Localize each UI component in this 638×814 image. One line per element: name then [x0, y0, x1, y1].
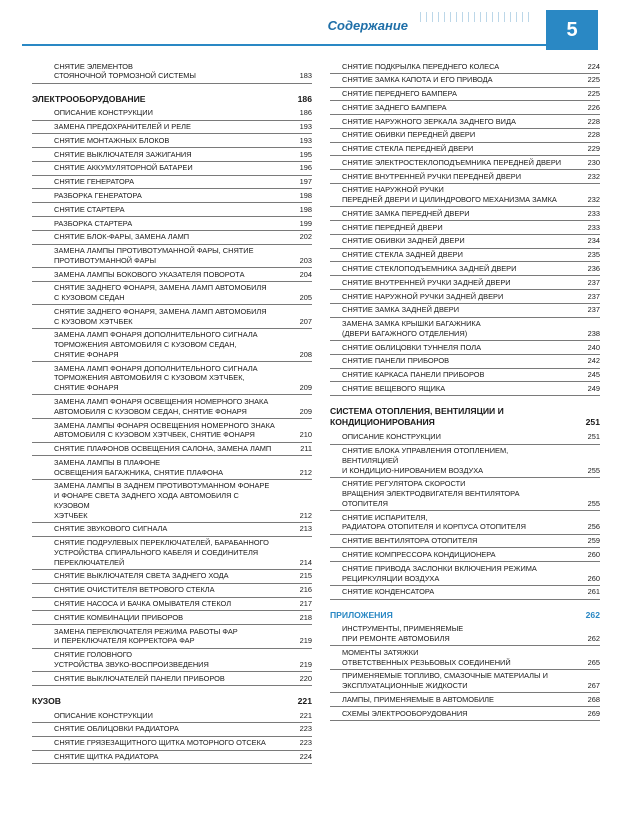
section-page: 221: [297, 695, 312, 706]
section-title: КУЗОВ: [32, 695, 61, 706]
toc-entry[interactable]: [330, 115, 600, 129]
toc-entry-title: СНЯТИЕ СТЕКЛА ПЕРЕДНЕЙ ДВЕРИ: [342, 144, 474, 154]
toc-entry-title: СНЯТИЕ КАРКАСА ПАНЕЛИ ПРИБОРОВ: [342, 370, 485, 380]
toc-right-column: [330, 60, 600, 721]
toc-entry-title: СНЯТИЕ ОБЛИЦОВКИ ТУННЕЛЯ ПОЛА: [342, 342, 482, 352]
toc-entry-title: СНЯТИЕ КОМБИНАЦИИ ПРИБОРОВ: [54, 612, 184, 622]
toc-entry-title: ЗАМЕНА ЛАМПЫ В ПЛАФОНЕ ОСВЕЩЕНИЯ БАГАЖНИКА, СНЯТИЕ ПЛАФОНА: [54, 457, 224, 477]
toc-entry-page: 216: [299, 585, 312, 595]
toc-entry[interactable]: [330, 207, 600, 221]
toc-entry-page: 209: [299, 383, 312, 393]
toc-entry[interactable]: [330, 548, 600, 562]
toc-entry-page: 267: [587, 681, 600, 691]
toc-entry-title: ЗАМЕНА ЛАМПЫ В ЗАДНЕМ ПРОТИВОТУМАННОМ ФОНАРЕ И ФОНАРЕ СВЕТА ЗАДНЕГО ХОДА АВТОМОБИЛЯ С КУЗОВОМ ХЭТЧБЕК: [54, 481, 270, 520]
toc-entry-title: СНЯТИЕ РЕГУЛЯТОРА СКОРОСТИ ВРАЩЕНИЯ ЭЛЕКТРОДВИГАТЕЛЯ ВЕНТИЛЯТОРА ОТОПИТЕЛЯ: [342, 479, 520, 508]
toc-entry-page: 220: [299, 673, 312, 683]
toc-entry-page: 233: [587, 222, 600, 232]
toc-entry-page: 186: [299, 108, 312, 118]
toc-entry[interactable]: [32, 245, 312, 269]
toc-entry-title: СНЯТИЕ СТЕКЛА ЗАДНЕЙ ДВЕРИ: [342, 250, 463, 260]
toc-entry-title: СНЯТИЕ ЗАДНЕГО ФОНАРЯ, ЗАМЕНА ЛАМП АВТОМОБИЛЯ С КУЗОВОМ ХЭТЧБЕК: [54, 306, 267, 326]
toc-entry-page: 260: [587, 549, 600, 559]
toc-entry[interactable]: [32, 231, 312, 245]
toc-entry[interactable]: [32, 121, 312, 135]
toc-entry-title: СНЯТИЕ НАРУЖНОГО ЗЕРКАЛА ЗАДНЕГО ВИДА: [342, 116, 516, 126]
toc-entry-title: ОПИСАНИЕ КОНСТРУКЦИИ: [54, 710, 153, 720]
toc-entry[interactable]: [32, 60, 312, 84]
toc-entry[interactable]: [32, 443, 312, 457]
toc-entry-title: СНЯТИЕ СТАРТЕРА: [54, 204, 125, 214]
toc-entry-page: 209: [299, 406, 312, 416]
toc-left-column: [32, 60, 312, 764]
toc-entry-title: СНЯТИЕ ВЕЩЕВОГО ЯЩИКА: [342, 383, 446, 393]
toc-entry[interactable]: [32, 709, 312, 723]
toc-entry-page: 228: [587, 130, 600, 140]
toc-entry-title: СНЯТИЕ ЭЛЕКТРОСТЕКЛОПОДЪЕМНИКА ПЕРЕДНЕЙ ДВЕРИ: [342, 157, 562, 167]
toc-entry-page: 237: [587, 305, 600, 315]
toc-entry[interactable]: [32, 584, 312, 598]
toc-entry[interactable]: [32, 419, 312, 443]
toc-entry-title: СНЯТИЕ ПОДРУЛЕВЫХ ПЕРЕКЛЮЧАТЕЛЕЙ, БАРАБАННОГО УСТРОЙСТВА СПИРАЛЬНОГО КАБЕЛЯ И СОЕДИНИТЕЛЯ ПЕРЕКЛЮЧАТЕЛЕЙ: [54, 538, 269, 567]
toc-entry-title: СНЯТИЕ ЗВУКОВОГО СИГНАЛА: [54, 524, 168, 534]
toc-entry[interactable]: [32, 672, 312, 686]
toc-entry-title: ИНСТРУМЕНТЫ, ПРИМЕНЯЕМЫЕ ПРИ РЕМОНТЕ АВТОМОБИЛЯ: [342, 624, 464, 644]
toc-entry[interactable]: [32, 282, 312, 306]
toc-entry-page: 198: [299, 190, 312, 200]
toc-entry-title: РАЗБОРКА ГЕНЕРАТОРА: [54, 190, 142, 200]
toc-entry-title: СНЯТИЕ ОБИВКИ ПЕРЕДНЕЙ ДВЕРИ: [342, 130, 476, 140]
toc-entry-title: ЗАМЕНА ЛАМП ФОНАРЯ ОСВЕЩЕНИЯ НОМЕРНОГО ЗНАКА АВТОМОБИЛЯ С КУЗОВОМ СЕДАН, СНЯТИЕ ФОНАРЯ: [54, 396, 269, 416]
toc-entry[interactable]: [330, 184, 600, 208]
toc-entry-title: СНЯТИЕ ВЫКЛЮЧАТЕЛЯ ЗАЖИГАНИЯ: [54, 149, 192, 159]
toc-entry-title: СНЯТИЕ ЭЛЕМЕНТОВ СТОЯНОЧНОЙ ТОРМОЗНОЙ СИСТЕМЫ: [54, 61, 196, 81]
toc-entry-page: 230: [587, 157, 600, 167]
toc-section-heading[interactable]: [330, 610, 600, 621]
toc-entry-page: 232: [587, 171, 600, 181]
toc-entry[interactable]: [330, 318, 600, 342]
toc-entry[interactable]: [32, 523, 312, 537]
toc-entry[interactable]: [330, 707, 600, 721]
toc-entry-page: 242: [587, 356, 600, 366]
toc-entry-page: 260: [587, 573, 600, 583]
toc-entry[interactable]: [32, 329, 312, 362]
toc-entry[interactable]: [330, 143, 600, 157]
toc-entry-page: 228: [587, 116, 600, 126]
toc-entry[interactable]: [330, 262, 600, 276]
toc-entry-page: 211: [300, 444, 312, 454]
toc-entry[interactable]: [330, 221, 600, 235]
toc-entry-page: 215: [299, 571, 312, 581]
toc-entry-page: 268: [587, 694, 600, 704]
toc-entry-title: ЗАМЕНА ЛАМПЫ ПРОТИВОТУМАННОЙ ФАРЫ, СНЯТИЕ ПРОТИВОТУМАННОЙ ФАРЫ: [54, 246, 254, 265]
toc-entry-title: СНЯТИЕ ПЛАФОНОВ ОСВЕЩЕНИЯ САЛОНА, ЗАМЕНА ЛАМП: [54, 444, 272, 454]
toc-entry-page: 224: [299, 752, 312, 761]
toc-entry-page: 261: [587, 587, 600, 597]
toc-entry[interactable]: [32, 456, 312, 480]
toc-entry-title: ЛАМПЫ, ПРИМЕНЯЕМЫЕ В АВТОМОБИЛЕ: [342, 694, 494, 704]
toc-entry-page: 198: [299, 204, 312, 214]
page-number: 5: [546, 10, 598, 50]
toc-entry[interactable]: [32, 723, 312, 737]
header-rule: [22, 44, 550, 46]
toc-entry-title: СНЯТИЕ ВНУТРЕННЕЙ РУЧКИ ЗАДНЕЙ ДВЕРИ: [342, 277, 511, 287]
toc-entry-title: СНЯТИЕ НАРУЖНОЙ РУЧКИ ЗАДНЕЙ ДВЕРИ: [342, 291, 504, 301]
toc-entry[interactable]: [330, 693, 600, 707]
toc-entry[interactable]: [330, 355, 600, 369]
toc-entry-title: СНЯТИЕ КОНДЕНСАТОРА: [342, 587, 435, 597]
toc-entry-title: СНЯТИЕ БЛОК-ФАРЫ, ЗАМЕНА ЛАМП: [54, 232, 190, 242]
toc-entry-page: 237: [587, 277, 600, 287]
toc-entry[interactable]: [32, 537, 312, 570]
toc-entry-title: СНЯТИЕ ОБЛИЦОВКИ РАДИАТОРА: [54, 724, 179, 734]
toc-section-heading[interactable]: [32, 696, 312, 707]
toc-entry-title: СНЯТИЕ ЩИТКА РАДИАТОРА: [54, 752, 159, 761]
toc-entry-page: 219: [299, 636, 312, 646]
toc-entry-title: СНЯТИЕ СТЕКЛОПОДЪЕМНИКА ЗАДНЕЙ ДВЕРИ: [342, 263, 517, 273]
toc-entry-page: 229: [587, 144, 600, 154]
toc-entry[interactable]: [32, 598, 312, 612]
toc-entry[interactable]: [32, 751, 312, 765]
header-decoration: [420, 12, 530, 22]
toc-entry-page: 218: [299, 612, 312, 622]
page-title: Содержание: [327, 18, 408, 33]
toc-entry-page: 193: [299, 135, 312, 145]
toc-entry-page: 235: [587, 250, 600, 260]
toc-entry-title: СНЯТИЕ БЛОКА УПРАВЛЕНИЯ ОТОПЛЕНИЕМ, ВЕНТИЛЯЦИЕЙ И КОНДИЦИО-НИРОВАНИЕМ ВОЗДУХА: [342, 446, 509, 475]
toc-entry-title: СНЯТИЕ ГРЯЗЕЗАЩИТНОГО ЩИТКА МОТОРНОГО ОТСЕКА: [54, 738, 266, 748]
toc-entry[interactable]: [330, 445, 600, 478]
toc-entry-page: 217: [299, 599, 312, 608]
toc-entry[interactable]: [330, 249, 600, 263]
page-header: [0, 0, 638, 60]
toc-entry-title: СНЯТИЕ КОМПРЕССОРА КОНДИЦИОНЕРА: [342, 549, 496, 559]
toc-entry[interactable]: [330, 74, 600, 88]
toc-entry-title: СНЯТИЕ ПОДКРЫЛКА ПЕРЕДНЕГО КОЛЕСА: [342, 61, 500, 71]
toc-entry-title: ЗАМЕНА ЛАМПЫ ФОНАРЯ ОСВЕЩЕНИЯ НОМЕРНОГО ЗНАКА АВТОМОБИЛЯ С КУЗОВОМ ХЭТЧБЕК, СНЯТИЕ ФОНАРЯ: [54, 420, 275, 440]
toc-entry-title: ЗАМЕНА ЛАМПЫ БОКОВОГО УКАЗАТЕЛЯ ПОВОРОТА: [54, 269, 245, 279]
toc-entry[interactable]: [32, 570, 312, 584]
toc-entry-title: СНЯТИЕ ПЕРЕДНЕГО БАМПЕРА: [342, 89, 457, 99]
toc-entry[interactable]: [330, 276, 600, 290]
toc-entry[interactable]: [32, 611, 312, 625]
toc-entry-page: 223: [299, 738, 312, 748]
toc-entry-title: ЗАМЕНА ЗАМКА КРЫШКИ БАГАЖНИКА (ДВЕРИ БАГАЖНОГО ОТДЕЛЕНИЯ): [342, 319, 481, 338]
toc-entry-page: 214: [299, 557, 312, 567]
toc-group: [32, 709, 312, 764]
toc-entry[interactable]: [32, 203, 312, 217]
toc-group: [330, 623, 600, 721]
toc-entry-page: 259: [587, 536, 600, 546]
toc-entry[interactable]: [330, 341, 600, 355]
toc-entry-title: СНЯТИЕ ГОЛОВНОГО УСТРОЙСТВА ЗВУКО-ВОСПРОИЗВЕДЕНИЯ: [54, 650, 209, 669]
toc-entry-title: СНЯТИЕ ПЕРЕДНЕЙ ДВЕРИ: [342, 222, 443, 232]
toc-entry[interactable]: [32, 305, 312, 329]
toc-entry-title: ПРИМЕНЯЕМЫЕ ТОПЛИВО, СМАЗОЧНЫЕ МАТЕРИАЛЫ И ЭКСПЛУАТАЦИОННЫЕ ЖИДКОСТИ: [342, 671, 548, 691]
toc-entry-page: 240: [587, 342, 600, 352]
toc-entry-title: СХЕМЫ ЭЛЕКТРООБОРУДОВАНИЯ: [342, 708, 468, 718]
toc-entry[interactable]: [330, 623, 600, 647]
section-title: ПРИЛОЖЕНИЯ: [330, 609, 393, 620]
toc-group: [330, 431, 600, 600]
toc-entry[interactable]: [32, 107, 312, 121]
toc-entry[interactable]: [32, 395, 312, 419]
section-page: 262: [585, 609, 600, 620]
toc-entry-title: РАЗБОРКА СТАРТЕРА: [54, 218, 133, 228]
toc-entry[interactable]: [330, 129, 600, 143]
toc-entry[interactable]: [330, 478, 600, 511]
toc-entry-page: 205: [299, 293, 312, 303]
toc-entry-page: 245: [587, 370, 600, 380]
toc-entry[interactable]: [330, 646, 600, 670]
toc-entry-page: 193: [299, 122, 312, 132]
toc-entry-title: ЗАМЕНА ПЕРЕКЛЮЧАТЕЛЯ РЕЖИМА РАБОТЫ ФАР И ПЕРЕКЛЮЧАТЕЛЯ КОРРЕКТОРА ФАР: [54, 626, 238, 646]
toc-entry-page: 202: [299, 232, 312, 242]
toc-entry[interactable]: [32, 649, 312, 673]
toc-entry-page: 237: [587, 291, 600, 301]
section-page: 186: [297, 93, 312, 104]
toc-entry-page: 207: [299, 316, 312, 326]
toc-entry-page: 183: [299, 71, 312, 81]
toc-entry-page: 256: [587, 522, 600, 532]
toc-group: [330, 60, 600, 396]
toc-entry-page: 212: [299, 510, 312, 520]
section-title: ЭЛЕКТРООБОРУДОВАНИЕ: [32, 93, 146, 104]
toc-entry-title: СНЯТИЕ НАСОСА И БАЧКА ОМЫВАТЕЛЯ СТЕКОЛ: [54, 599, 232, 608]
toc-entry-page: 238: [587, 328, 600, 338]
toc-entry-page: 226: [587, 102, 600, 112]
toc-entry[interactable]: [32, 625, 312, 649]
toc-entry-page: 208: [299, 349, 312, 359]
toc-entry-page: 262: [587, 634, 600, 644]
toc-section-heading[interactable]: [32, 94, 312, 105]
toc-entry-page: 232: [587, 195, 600, 205]
toc-entry-title: СНЯТИЕ ПАНЕЛИ ПРИБОРОВ: [342, 356, 450, 366]
toc-entry[interactable]: [330, 88, 600, 102]
toc-entry[interactable]: [330, 170, 600, 184]
toc-entry-title: СНЯТИЕ ЗАМКА КАПОТА И ЕГО ПРИВОДА: [342, 75, 493, 85]
toc-entry-title: СНЯТИЕ ВЫКЛЮЧАТЕЛЕЙ ПАНЕЛИ ПРИБОРОВ: [54, 673, 225, 683]
toc-entry-page: 212: [299, 467, 312, 477]
toc-entry[interactable]: [32, 480, 312, 523]
toc-entry-page: 255: [587, 465, 600, 475]
toc-entry-title: СНЯТИЕ ГЕНЕРАТОРА: [54, 177, 135, 187]
toc-entry-page: 213: [299, 524, 312, 534]
toc-entry[interactable]: [330, 304, 600, 318]
toc-entry-title: СНЯТИЕ ЗАМКА ЗАДНЕЙ ДВЕРИ: [342, 305, 460, 315]
toc-entry-page: 199: [299, 218, 312, 228]
toc-entry-title: СНЯТИЕ АККУМУЛЯТОРНОЙ БАТАРЕИ: [54, 163, 193, 173]
toc-entry-page: 233: [587, 208, 600, 218]
toc-entry[interactable]: [330, 670, 600, 694]
toc-entry-title: СНЯТИЕ ВЫКЛЮЧАТЕЛЯ СВЕТА ЗАДНЕГО ХОДА: [54, 571, 229, 581]
toc-entry-title: СНЯТИЕ ЗАМКА ПЕРЕДНЕЙ ДВЕРИ: [342, 208, 470, 218]
toc-entry-page: 219: [299, 659, 312, 669]
section-page: 251: [585, 417, 600, 428]
toc-entry[interactable]: [330, 586, 600, 600]
toc-entry[interactable]: [330, 369, 600, 383]
toc-entry[interactable]: [32, 189, 312, 203]
toc-entry-title: СНЯТИЕ ЗАДНЕГО БАМПЕРА: [342, 102, 447, 112]
toc-entry[interactable]: [32, 162, 312, 176]
toc-entry-page: 195: [299, 149, 312, 159]
toc-entry[interactable]: [330, 382, 600, 396]
toc-entry-page: 225: [587, 75, 600, 85]
toc-entry-title: СНЯТИЕ ИСПАРИТЕЛЯ, РАДИАТОРА ОТОПИТЕЛЯ И КОРПУСА ОТОПИТЕЛЯ: [342, 512, 526, 532]
toc-entry-page: 223: [299, 724, 312, 734]
toc-entry-page: 265: [587, 657, 600, 667]
toc-entry[interactable]: [32, 134, 312, 148]
toc-group: [32, 60, 312, 84]
toc-entry-title: СНЯТИЕ МОНТАЖНЫХ БЛОКОВ: [54, 135, 170, 145]
toc-entry-page: 196: [299, 163, 312, 173]
toc-entry-title: ЗАМЕНА ПРЕДОХРАНИТЕЛЕЙ И РЕЛЕ: [54, 122, 191, 132]
toc-entry-title: ЗАМЕНА ЛАМП ФОНАРЯ ДОПОЛНИТЕЛЬНОГО СИГНАЛА ТОРМОЖЕНИЯ АВТОМОБИЛЯ С КУЗОВОМ ХЭТЧБЕК, СНЯТИЕ ФОНАРЯ: [54, 363, 258, 393]
toc-entry-page: 234: [587, 236, 600, 246]
toc-entry-title: ЗАМЕНА ЛАМП ФОНАРЯ ДОПОЛНИТЕЛЬНОГО СИГНАЛА ТОРМОЖЕНИЯ АВТОМОБИЛЯ С КУЗОВОМ СЕДАН, СНЯТИЕ ФОНАРЯ: [54, 330, 258, 359]
toc-entry-title: СНЯТИЕ ВНУТРЕННЕЙ РУЧКИ ПЕРЕДНЕЙ ДВЕРИ: [342, 171, 522, 181]
toc-entry[interactable]: [330, 101, 600, 115]
toc-entry-page: 236: [587, 263, 600, 273]
toc-entry[interactable]: [32, 362, 312, 395]
toc-entry-page: 221: [299, 710, 312, 720]
toc-entry[interactable]: [32, 148, 312, 162]
toc-group: [32, 107, 312, 686]
section-title: СИСТЕМА ОТОПЛЕНИЯ, ВЕНТИЛЯЦИИ И КОНДИЦИОНИРОВАНИЯ: [330, 406, 504, 428]
toc-entry-page: 203: [299, 255, 312, 265]
toc-entry-title: СНЯТИЕ ЗАДНЕГО ФОНАРЯ, ЗАМЕНА ЛАМП АВТОМОБИЛЯ С КУЗОВОМ СЕДАН: [54, 283, 267, 303]
toc-entry-title: СНЯТИЕ ОБИВКИ ЗАДНЕЙ ДВЕРИ: [342, 236, 465, 246]
toc-entry-page: 251: [587, 432, 600, 442]
toc-entry[interactable]: [32, 268, 312, 282]
toc-entry[interactable]: [330, 511, 600, 535]
toc-entry-title: СНЯТИЕ НАРУЖНОЙ РУЧКИ ПЕРЕДНЕЙ ДВЕРИ И ЦИЛИНДРОВОГО МЕХАНИЗМА ЗАМКА: [342, 185, 557, 205]
toc-section-heading[interactable]: [330, 406, 600, 429]
toc-entry[interactable]: [32, 217, 312, 231]
toc-entry-title: СНЯТИЕ ВЕНТИЛЯТОРА ОТОПИТЕЛЯ: [342, 536, 478, 546]
toc-entry[interactable]: [330, 562, 600, 586]
toc-entry-title: ОПИСАНИЕ КОНСТРУКЦИИ: [342, 432, 441, 442]
toc-entry-title: МОМЕНТЫ ЗАТЯЖКИ ОТВЕТСТВЕННЫХ РЕЗЬБОВЫХ СОЕДИНЕНИЙ: [342, 647, 511, 667]
toc-entry-page: 225: [587, 89, 600, 99]
toc-entry-page: 224: [587, 61, 600, 71]
toc-entry-title: ОПИСАНИЕ КОНСТРУКЦИИ: [54, 108, 153, 118]
toc-entry-page: 255: [587, 498, 600, 508]
toc-entry[interactable]: [32, 737, 312, 751]
toc-entry[interactable]: [330, 60, 600, 74]
toc-entry[interactable]: [330, 290, 600, 304]
toc-entry-page: 249: [587, 383, 600, 393]
toc-entry[interactable]: [330, 156, 600, 170]
toc-entry-page: 210: [299, 430, 312, 440]
toc-entry-title: СНЯТИЕ ОЧИСТИТЕЛЯ ВЕТРОВОГО СТЕКЛА: [54, 585, 215, 595]
toc-entry[interactable]: [32, 176, 312, 190]
toc-entry[interactable]: [330, 431, 600, 445]
toc-entry-page: 204: [299, 269, 312, 279]
toc-entry-page: 269: [587, 708, 600, 718]
toc-entry-page: 197: [299, 177, 312, 187]
toc-entry[interactable]: [330, 235, 600, 249]
toc-entry[interactable]: [330, 535, 600, 549]
toc-entry-title: СНЯТИЕ ПРИВОДА ЗАСЛОНКИ ВКЛЮЧЕНИЯ РЕЖИМА РЕЦИРКУЛЯЦИИ ВОЗДУХА: [342, 563, 537, 583]
